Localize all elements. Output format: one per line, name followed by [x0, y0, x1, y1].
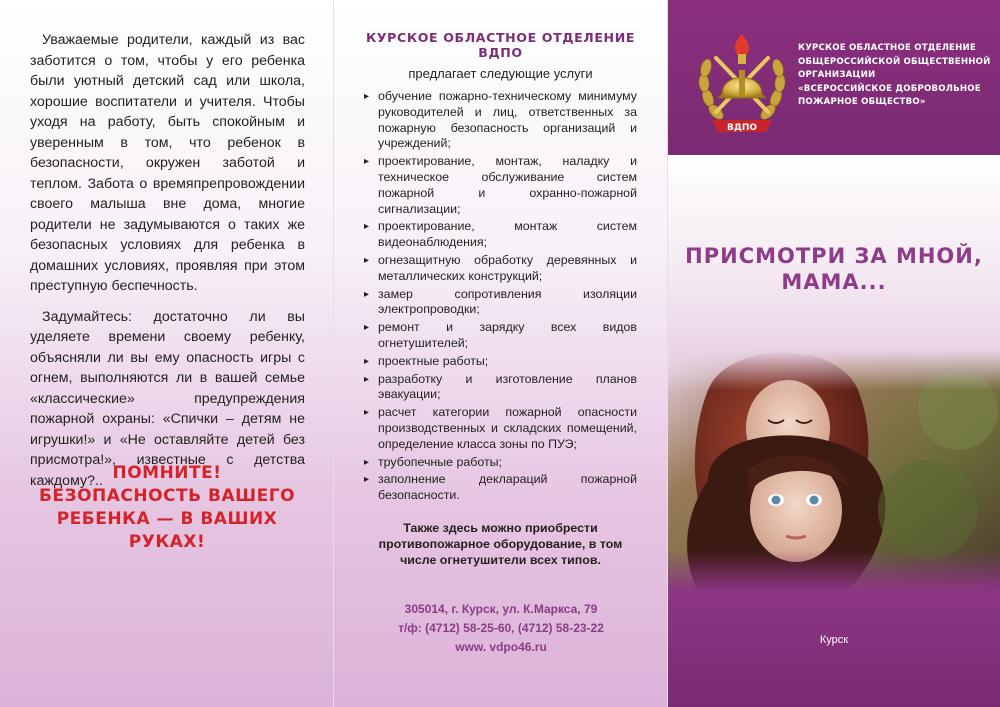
remember-line: ПОМНИТЕ!	[112, 463, 222, 483]
phone-text: т/ф: (4712) 58-25-60, (4712) 58-23-22	[398, 621, 604, 635]
bullet-icon: ▸	[364, 456, 370, 468]
service-item: ▸ разработку и изготовление планов эвакуации;	[364, 371, 637, 402]
cover-title-line: ПРИСМОТРИ ЗА МНОЙ,	[685, 244, 983, 268]
bullet-icon: ▸	[364, 254, 370, 266]
service-item: ▸ проектирование, монтаж, наладку и техническое обслуживание систем пожарной и охранно-пожарной сигнализации;	[364, 154, 637, 216]
panel-services	[334, 0, 668, 707]
panel-appeal	[0, 0, 334, 707]
service-item: ▸ проектирование, монтаж систем видеонаблюдения;	[364, 219, 637, 250]
remember-line: РУКАХ!	[128, 532, 206, 552]
remember-callout	[0, 462, 334, 554]
emblem-label: ВДПО	[726, 123, 758, 133]
vdpo-emblem-icon	[694, 28, 790, 146]
service-item: ▸ расчет категории пожарной опасности производственных и складских помещений, определение класса зоны по ПУЭ;	[364, 405, 637, 451]
panel-cover	[668, 0, 1000, 707]
address-text: 305014, г. Курск, ул. К.Маркса, 79	[404, 602, 598, 616]
org-line: КУРСКОЕ ОБЛАСТНОЕ ОТДЕЛЕНИЕ	[798, 43, 976, 53]
org-name	[798, 42, 994, 110]
bullet-icon: ▸	[364, 91, 370, 102]
service-item: ▸ заполнение деклараций пожарной безопасности.	[364, 472, 637, 503]
remember-line: РЕБЕНКА — В ВАШИХ	[56, 509, 278, 529]
city-label: Курск	[819, 634, 849, 646]
services-subheading: предлагает следующие услуги	[408, 66, 593, 81]
service-item: ▸ проектные работы;	[364, 353, 489, 368]
bullet-icon: ▸	[364, 407, 370, 419]
bullet-icon: ▸	[364, 156, 370, 168]
appeal-paragraph-1: Уважаемые родители, каждый из вас заботится о том, чтобы у его ребенка были уютный детский сад или школа, хорошие воспитатели и учителя. Чтобы уходя на работу, быть спокойным и уверенным в том, что ребенок в безопасности, окружен заботой и теплом. Забота о времяпрепровождении своего малыша вне дома, многие родители не задумываются о таких же безопасных условиях для ребенка в домашних условиях, проявляя при этом преступную беспечность.	[30, 32, 305, 294]
mother-and-child-photo	[668, 350, 1000, 592]
equipment-note: Также здесь можно приобрести противопожарное оборудование, в том числе огнетушители всех типов.	[378, 520, 623, 567]
services-list	[364, 89, 637, 504]
service-item: ▸ огнезащитную обработку деревянных и металлических конструкций;	[364, 252, 637, 283]
service-item: ▸ трубопечные работы;	[364, 454, 502, 469]
remember-line: БЕЗОПАСНОСТЬ ВАШЕГО	[38, 486, 296, 506]
services-heading: КУРСКОЕ ОБЛАСТНОЕ ОТДЕЛЕНИЕ ВДПО	[365, 30, 636, 60]
bullet-icon: ▸	[364, 221, 370, 233]
appeal-paragraph-2: Задумайтесь: достаточно ли вы уделяете времени своему ребенку, объясняли ли вы ему опасность игры с огнем, выполняются ли в вашей семье «классические» предупреждения пожарной охраны: «Спички – детям не игрушки!» и «Не оставляйте детей без присмотра!», известные с детства каждому?..	[30, 308, 305, 489]
org-line: ОРГАНИЗАЦИИ	[798, 70, 876, 80]
service-item: ▸ замер сопротивления изоляции электропроводки;	[364, 286, 637, 317]
org-line: ПОЖАРНОЕ ОБЩЕСТВО»	[798, 97, 926, 107]
org-line: «ВСЕРОССИЙСКОЕ ДОБРОВОЛЬНОЕ	[798, 83, 981, 94]
service-item: ▸ ремонт и зарядку всех видов огнетушителей;	[364, 320, 637, 350]
website-link[interactable]: www. vdpo46.ru	[455, 640, 547, 654]
contacts-block	[334, 600, 668, 657]
cover-title	[668, 243, 1000, 295]
cover-footer	[668, 592, 1000, 707]
cover-title-line: МАМА...	[781, 270, 887, 294]
bullet-icon: ▸	[364, 355, 370, 367]
service-item: ▸ обучение пожарно-техническому минимуму руководителей и лиц, ответственных за пожарную безопасность организаций и учреждений;	[364, 89, 637, 151]
bullet-icon: ▸	[364, 322, 370, 334]
bullet-icon: ▸	[364, 474, 370, 486]
bullet-icon: ▸	[364, 288, 370, 300]
org-line: ОБЩЕРОССИЙСКОЙ ОБЩЕСТВЕННОЙ	[798, 56, 991, 67]
bullet-icon: ▸	[364, 373, 370, 385]
